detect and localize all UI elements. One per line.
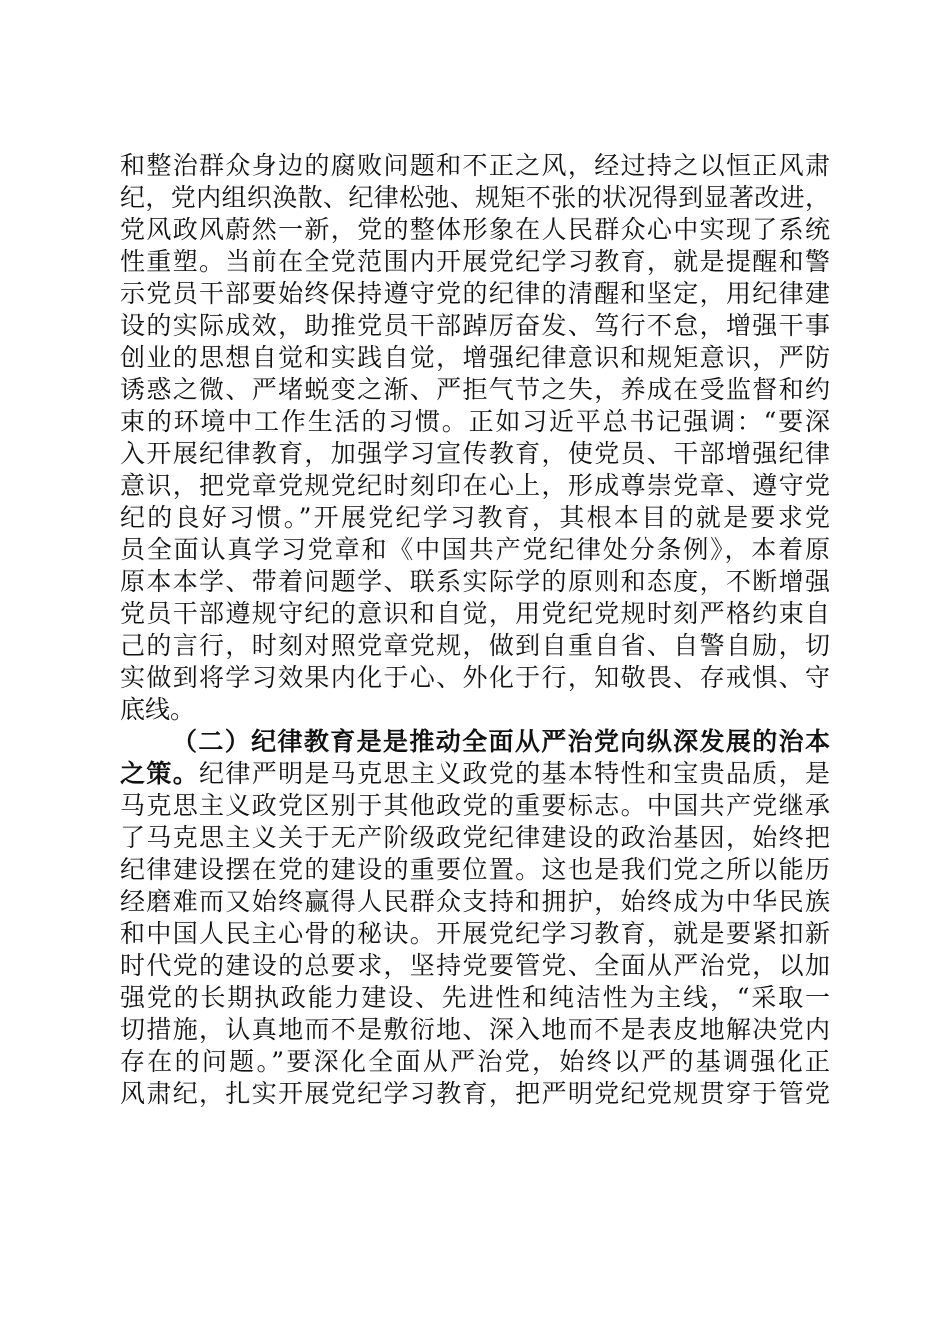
text-line: 入开展纪律教育，加强学习宣传教育，使党员、干部增强纪律 [120, 439, 830, 468]
text-line: 风肃纪，扎实开展党纪学习教育，把严明党纪党规贯穿于管党 [120, 1079, 830, 1108]
text-line: 存在的问题。”要深化全面从严治党，始终以严的基调强化正 [120, 1047, 830, 1076]
text-line: 性重塑。当前在全党范围内开展党纪学习教育，就是提醒和警 [120, 247, 830, 276]
document-body [120, 150, 830, 1110]
text-line: 示党员干部要始终保持遵守党的纪律的清醒和坚定，用纪律建 [120, 279, 830, 308]
text-line: 党风政风蔚然一新，党的整体形象在人民群众心中实现了系统 [120, 215, 830, 244]
text-line: 底线。 [120, 695, 196, 724]
text-line: 实做到将学习效果内化于心、外化于行，知敬畏、存戒惧、守 [120, 663, 830, 692]
section-text: 纪律严明是马克思主义政党的基本特性和宝贵品质，是 [199, 759, 830, 788]
text-line: 和整治群众身边的腐败问题和不正之风，经过持之以恒正风肃 [120, 151, 830, 180]
text-line: 和中国人民主心骨的秘诀。开展党纪学习教育，就是要紧扣新 [120, 919, 830, 948]
section-heading-end: 之策。 [120, 759, 200, 788]
text-line: 时代党的建设的总要求，坚持党要管党、全面从严治党，以加 [120, 951, 830, 980]
text-line: 经磨难而又始终赢得人民群众支持和拥护，始终成为中华民族 [120, 887, 830, 916]
text-line: 原本本学、带着问题学、联系实际学的原则和态度，不断增强 [120, 567, 830, 596]
text-line: 员全面认真学习党章和《中国共产党纪律处分条例》，本着原 [120, 535, 830, 564]
text-line: 纪律建设摆在党的建设的重要位置。这也是我们党之所以能历 [120, 855, 830, 884]
text-line: 了马克思主义关于无产阶级政党纪律建设的政治基因，始终把 [120, 823, 830, 852]
text-line: 诱惑之微、严堵蜕变之渐、严拒气节之失，养成在受监督和约 [120, 375, 830, 404]
text-line: 意识，把党章党规党纪时刻印在心上，形成尊崇党章、遵守党 [120, 471, 830, 500]
text-line: 切措施，认真地而不是敷衍地、深入地而不是表皮地解决党内 [120, 1015, 830, 1044]
section-heading: （二）纪律教育是是推动全面从严治党向纵深发展的治本 [172, 727, 830, 756]
text-line: 纪的良好习惯。”开展党纪学习教育，其根本目的就是要求党 [120, 503, 830, 532]
text-line: 纪，党内组织涣散、纪律松弛、规矩不张的状况得到显著改进， [120, 183, 830, 212]
text-line: 设的实际成效，助推党员干部踔厉奋发、笃行不怠，增强干事 [120, 311, 830, 340]
text-line: 己的言行，时刻对照党章党规，做到自重自省、自警自励，切 [120, 631, 830, 660]
text-line [120, 758, 830, 790]
text-line: 马克思主义政党区别于其他政党的重要标志。中国共产党继承 [120, 791, 830, 820]
paragraph-section-2 [120, 726, 830, 1110]
text-line: 束的环境中工作生活的习惯。正如习近平总书记强调：“要深 [120, 407, 830, 436]
text-line: 党员干部遵规守纪的意识和自觉，用党纪党规时刻严格约束自 [120, 599, 830, 628]
text-line: 强党的长期执政能力建设、先进性和纯洁性为主线，“采取一 [120, 983, 830, 1012]
paragraph-continued [120, 150, 830, 726]
text-line: 创业的思想自觉和实践自觉，增强纪律意识和规矩意识，严防 [120, 343, 830, 372]
